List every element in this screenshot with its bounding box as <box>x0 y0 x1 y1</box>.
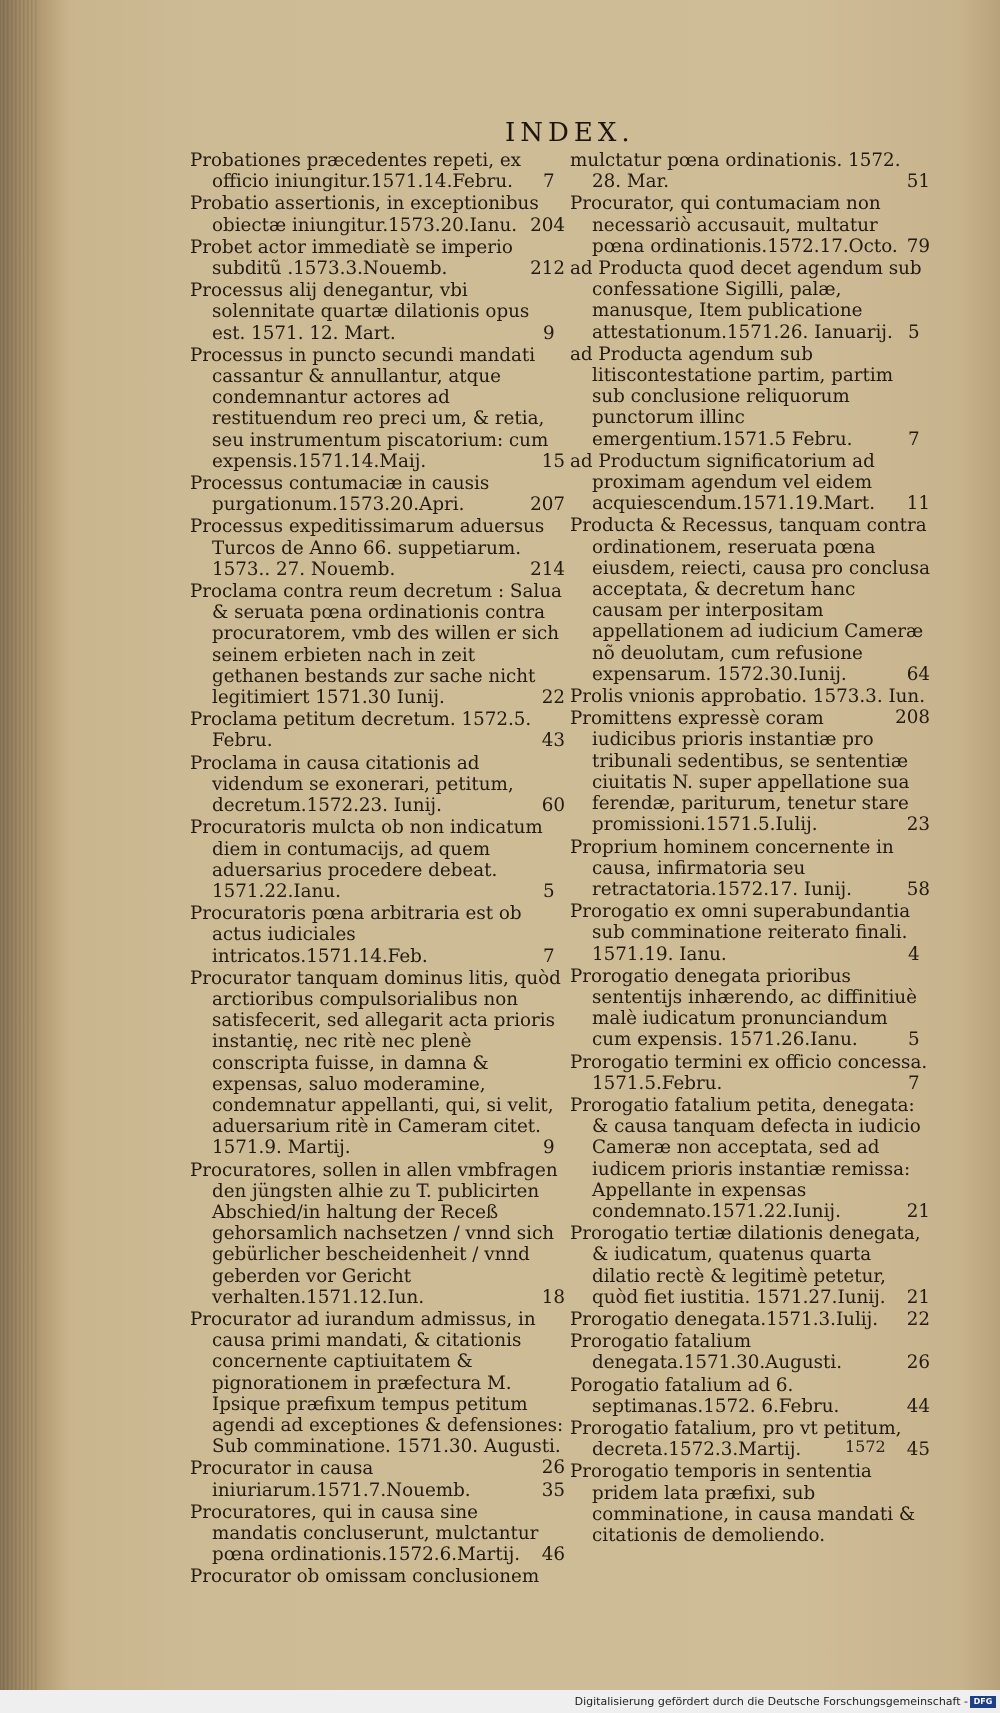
entry-page-number: 22 <box>541 687 565 709</box>
entry-page-number: 11 <box>906 493 930 515</box>
entry-text: Prorogatio fatalium denegata.1571.30.Augusti. <box>570 1331 843 1374</box>
entry-text: Prorogatio denegata prioribus sententijs inhærendo, ac diffinitiuè malè iudicatum pronunciandum cum expensis. 1571.26.Ianu. <box>570 965 917 1051</box>
entry-page-number: 15 <box>541 450 565 472</box>
entry-text: ad Productum significatorium ad proximam agendum vel eidem acquiescendum.1571.19.Mart. <box>570 450 876 515</box>
index-entry <box>570 515 930 685</box>
entry-text: Prorogatio termini ex officio concessa. 1571.5.Febru. <box>570 1051 928 1094</box>
entry-text: Proprium hominem concernente in causa, infirmatoria seu retractatoria.1572.17. Iunij. <box>570 836 894 900</box>
index-entry <box>190 1308 565 1479</box>
entry-page-number: 26 <box>906 1352 930 1374</box>
entry-page-number: 23 <box>906 814 930 836</box>
index-entry <box>570 1461 930 1546</box>
entry-text: Prorogatio fatalium petita, denegata: & causa tanquam defecta in iudicio Cameræ non acceptata, sed ad iudicem prioris instantiæ remissa: Appellante in expensas condemnato.1571.22.Iunij. <box>570 1094 921 1222</box>
index-entry <box>570 708 930 835</box>
index-entry: Prorogatio termini ex officio concessa. 1571.5.Febru. 7 <box>570 1051 928 1094</box>
entry-page-number: 64 <box>906 663 930 685</box>
entry-text: Procuratores, qui in causa sine mandatis concluserunt, mulctantur pœna ordinationis.1572.6.Martij. <box>190 1501 539 1566</box>
index-entry: ad Producta quod decet agendum sub confessatione Sigilli, palæ, manusque, Item publicatione attestationum.1571.26. Ianuarij. 5 <box>570 258 922 343</box>
entry-text: Proclama contra reum decretum : Salua & seruata pœna ordinationis contra procuratorem, vmb des willen er sich seinem erbieten nach in zeit gethanen bestands zur sache nicht legitimiert 1571.30 Iunij. <box>190 581 562 709</box>
entry-page-number: 22 <box>906 1308 930 1330</box>
index-entry: ad Producta agendum sub litiscontestatione partim, partim sub conclusione reliquorum punctorum illinc emergentium.1571.5 Febru. 7 <box>570 343 920 450</box>
entry-text: Prorogatio denegata.1571.3.Iulij. <box>570 1308 879 1330</box>
entry-text: Probatio assertionis, in exceptionibus obiectæ iniungitur.1573.20.Ianu. <box>190 193 539 236</box>
index-entry <box>190 1502 565 1566</box>
index-entry <box>190 516 565 580</box>
entry-page-number: 208 <box>895 707 930 729</box>
footer-bar <box>0 1690 1000 1713</box>
entry-text: Procurator, qui contumaciam non necessariò accusauit, multatur pœna ordinationis.1572.17.Octo. <box>570 193 898 257</box>
entry-page-number: 43 <box>541 730 565 752</box>
index-entry <box>190 1566 565 1587</box>
entry-text: Procurator ad iurandum admissus, in causa primi mandati, & citationis concernente captiuitatem & pignorationem in præfectura M. Ipsique præfixum tempus petitum agendi ad exceptiones & defensiones: Sub comminatione. 1571.30. Augusti. <box>190 1308 564 1458</box>
entry-text: Procurator ob omissam conclusionem <box>190 1566 540 1588</box>
entry-page-number: 204 <box>530 214 565 236</box>
index-entry: Probationes præcedentes repeti, ex officio iniungitur.1571.14.Febru. 7 <box>190 150 555 193</box>
entry-text: Processus contumaciæ in causis purgationum.1573.20.Apri. <box>190 473 490 516</box>
entry-text: Procuratores, sollen in allen vmbfragen den jüngsten alhie zu T. publicirten Abschied/in haltung der Receß gehorsamlich nachsetzen / vnnd sich gebürlicher bescheidenheit / vnnd geberden vor Gericht verhalten.1571.12.Iun. <box>190 1159 558 1308</box>
entry-text: ad Producta quod decet agendum sub confessatione Sigilli, palæ, manusque, Item publicatione attestationum.1571.26. Ianuarij. <box>570 258 922 343</box>
index-entry <box>190 1160 565 1308</box>
footer-text: Digitalisierung gefördert durch die Deutsche Forschungsgemeinschaft - <box>574 1695 968 1708</box>
index-entry <box>190 709 565 751</box>
entry-text: Promittens expressè coram iudicibus prioris instantiæ pro tribunali sedentibus, se sententiæ ciuitatis N. super appellatione sua ferendæ, pariturum, tenetur stare promissioni.1571.5.Iulij. <box>570 708 910 836</box>
index-entry <box>190 1458 565 1500</box>
index-entry <box>190 345 565 472</box>
right-column <box>570 150 930 1547</box>
left-column <box>190 150 565 1589</box>
entry-page-number: 58 <box>906 878 930 900</box>
entry-page-number: 214 <box>530 558 565 580</box>
index-entry: Procurator tanquam dominus litis, quòd arctioribus compulsorialibus non satisfecerit, sed allegarit acta prioris instantię, nec ritè nec plenè conscripta fuisse, in damna & expensas, saluo moderamine, condemnatur appellanti, qui, si velit, aduersarium ritè in Cameram citet. 1571.9. Martij. 9 <box>190 967 561 1159</box>
entry-text: Procurator tanquam dominus litis, quòd arctioribus compulsorialibus non satisfecerit, sed allegarit acta prioris instantię, nec ritè nec plenè conscripta fuisse, in damna & expensas, saluo moderamine, condemnatur appellanti, qui, si velit, aduersarium ritè in Cameram citet. 1571.9. Martij. <box>190 967 561 1159</box>
entry-page-number: 21 <box>906 1200 930 1222</box>
entry-page-number: 51 <box>906 171 930 193</box>
dfg-logo: DFG <box>970 1696 996 1708</box>
entry-text: Proclama petitum decretum. 1572.5. Febru. <box>190 709 532 752</box>
index-entry <box>570 1223 930 1308</box>
index-entry <box>190 473 565 515</box>
entry-page-number: 207 <box>530 494 565 516</box>
entry-page-number: 46 <box>541 1544 565 1566</box>
entry-text: ad Producta agendum sub litiscontestatione partim, partim sub conclusione reliquorum punctorum illinc emergentium.1571.5 Febru. <box>570 343 894 450</box>
index-entry <box>190 193 565 235</box>
index-entry <box>570 451 930 515</box>
index-entry: Procuratoris mulcta ob non indicatum diem in contumacijs, ad quem aduersarius procedere debeat. 1571.22.Ianu. 5 <box>190 817 555 902</box>
entry-page-number: 35 <box>541 1479 565 1501</box>
entry-text: Procuratoris pœna arbitraria est ob actus iudiciales intricatos.1571.14.Feb. <box>190 903 522 967</box>
entry-page-number: 18 <box>541 1286 565 1308</box>
index-entry <box>190 237 565 279</box>
page-edge <box>0 0 38 1713</box>
entry-text: Processus alij denegantur, vbi solennitate quartæ dilationis opus est. 1571. 12. Mart. <box>190 280 530 344</box>
entry-page-number: 60 <box>541 795 565 817</box>
entry-text: Prorogatio fatalium, pro vt petitum, decreta.1572.3.Martij. <box>570 1417 902 1461</box>
index-entry <box>570 1309 930 1330</box>
index-entry <box>570 1331 930 1373</box>
entry-text: Processus expeditissimarum aduersus Turcos de Anno 66. suppetiarum. 1573.. 27. Nouemb. <box>190 516 545 580</box>
index-entry <box>570 1375 930 1417</box>
entry-page-number: 26 <box>541 1457 565 1479</box>
entry-text: Procurator in causa iniuriarum.1571.7.Nouemb. <box>190 1458 471 1501</box>
entry-text: Processus in puncto secundi mandati cassantur & annullantur, atque condemnantur actores ad restituendum reo preci um, & retia, seu instrumentum piscatorium: cum expensis.1571.14.Maij. <box>190 344 549 472</box>
index-entry: Procuratoris pœna arbitraria est ob actus iudiciales intricatos.1571.14.Feb. 7 <box>190 903 555 967</box>
catchword: 1572 <box>845 1437 886 1456</box>
entry-text: Probet actor immediatè se imperio subditũ .1573.3.Nouemb. <box>190 236 513 280</box>
page-title: INDEX. <box>505 118 635 148</box>
entry-text: Producta & Recessus, tanquam contra ordinationem, reseruata pœna eiusdem, reiecti, causa pro conclusa acceptata, & decretum hanc causam per interpositam appellationem ad iudicium Cameræ nõ deuolutam, cum refusione expensarum. 1572.30.Iunij. <box>570 515 930 685</box>
index-entry: Prorogatio ex omni superabundantia sub comminatione reiterato finali. 1571.19. Ianu. 4 <box>570 901 920 965</box>
entry-text: Probationes præcedentes repeti, ex officio iniungitur.1571.14.Febru. <box>190 150 521 193</box>
index-entry <box>570 150 930 192</box>
entry-page-number: 21 <box>906 1286 930 1308</box>
index-entry: Prorogatio denegata prioribus sententijs inhærendo, ac diffinitiuè malè iudicatum pronunciandum cum expensis. 1571.26.Ianu. 5 <box>570 965 920 1051</box>
index-entry <box>570 837 930 901</box>
entry-text: mulctatur pœna ordinationis. 1572. 28. Mar. <box>570 150 901 193</box>
entry-page-number: 44 <box>906 1395 930 1417</box>
entry-text: Porogatio fatalium ad 6. septimanas.1572. 6.Febru. <box>570 1374 840 1417</box>
index-entry <box>570 686 930 729</box>
entry-text: Prorogatio tertiæ dilationis denegata, & iudicatum, quatenus quarta dilatio rectè & legitimè petetur, quòd fiet iustitia. 1571.27.Iunij. <box>570 1223 921 1308</box>
entry-text: Prolis vnionis approbatio. 1573.3. Iun. <box>570 686 926 708</box>
entry-text: Prorogatio temporis in sententia pridem lata præfixi, sub comminatione, in causa mandati & citationis de demoliendo. <box>570 1461 916 1546</box>
entry-page-number: 79 <box>906 235 930 257</box>
entry-page-number: 212 <box>530 258 565 280</box>
entry-text: Prorogatio ex omni superabundantia sub comminatione reiterato finali. 1571.19. Ianu. <box>570 901 911 965</box>
index-entry <box>570 193 930 257</box>
entry-page-number: 45 <box>906 1439 930 1461</box>
index-entry <box>190 581 565 708</box>
index-entry: Processus alij denegantur, vbi solennitate quartæ dilationis opus est. 1571. 12. Mart. 9 <box>190 280 555 344</box>
index-entry <box>190 753 565 817</box>
index-entry <box>570 1095 930 1222</box>
entry-text: Procuratoris mulcta ob non indicatum diem in contumacijs, ad quem aduersarius procedere debeat. 1571.22.Ianu. <box>190 817 543 902</box>
entry-text: Proclama in causa citationis ad videndum se exonerari, petitum, decretum.1572.23. Iunij. <box>190 752 514 817</box>
